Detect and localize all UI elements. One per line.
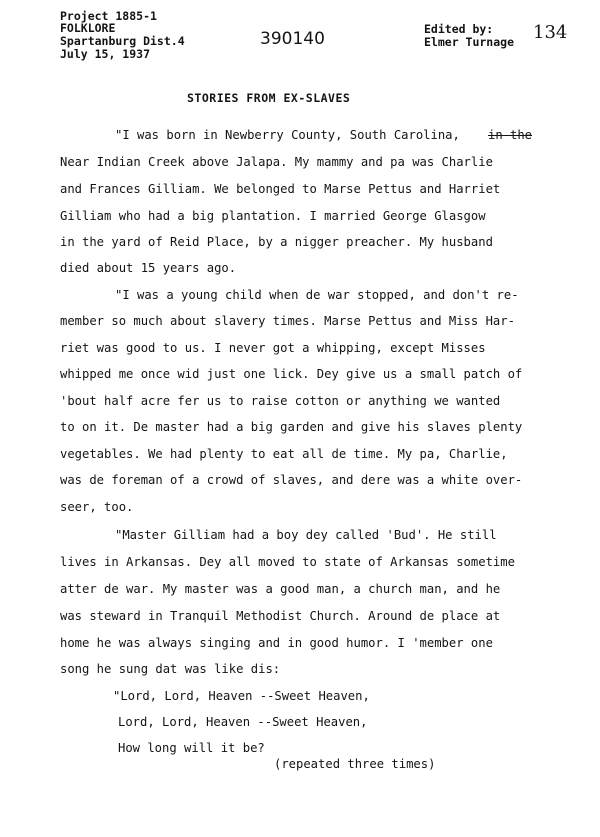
editor-name: Elmer Turnage xyxy=(424,35,515,49)
text-line: Near Indian Creek above Jalapa. My mammy and pa was Charlie xyxy=(60,155,493,169)
page-number: 134 xyxy=(533,22,568,43)
text-line: "Master Gilliam had a boy dey called 'Bud'. He still xyxy=(115,528,497,542)
text-line: died about 15 years ago. xyxy=(60,261,237,275)
edited-by-label: Edited by: xyxy=(424,22,494,36)
text-line: Gilliam who had a big plantation. I married George Glasgow xyxy=(60,209,486,223)
song-line: Lord, Lord, Heaven --Sweet Heaven, xyxy=(118,715,368,729)
struck-text: in the xyxy=(488,128,533,142)
song-line: "Lord, Lord, Heaven --Sweet Heaven, xyxy=(113,689,370,703)
text-line: "I was a young child when de war stopped, and don't re- xyxy=(115,288,519,302)
page-title: STORIES FROM EX-SLAVES xyxy=(187,91,351,105)
text-line: home he was always singing and in good humor. I 'member one xyxy=(60,636,493,650)
text-line: vegetables. We had plenty to eat all de time. My pa, Charlie, xyxy=(60,447,508,461)
text-line: member so much about slavery times. Marse Pettus and Miss Har- xyxy=(60,314,515,328)
date-label: July 15, 1937 xyxy=(60,47,151,61)
text-line: and Frances Gilliam. We belonged to Marse Pettus and Harriet xyxy=(60,182,501,196)
text-line: seer, too. xyxy=(60,500,134,514)
district-label: Spartanburg Dist.4 xyxy=(60,34,185,48)
text-line: whipped me once wid just one lick. Dey give us a small patch of xyxy=(60,367,523,381)
text-line: "I was born in Newberry County, South Carolina, xyxy=(115,128,460,142)
song-line: How long will it be? xyxy=(118,741,265,755)
text-line: lives in Arkansas. Dey all moved to state of Arkansas sometime xyxy=(60,555,515,569)
text-line: in the yard of Reid Place, by a nigger preacher. My husband xyxy=(60,235,493,249)
text-line: atter de war. My master was a good man, a church man, and he xyxy=(60,582,501,596)
text-line: to on it. De master had a big garden and give his slaves plenty xyxy=(60,420,523,434)
text-line: was de foreman of a crowd of slaves, and dere was a white over- xyxy=(60,473,523,487)
text-line: 'bout half acre fer us to raise cotton or anything we wanted xyxy=(60,394,501,408)
folklore-label: FOLKLORE xyxy=(60,21,116,35)
project-label: Project 1885-1 xyxy=(60,9,157,23)
text-line: riet was good to us. I never got a whipping, except Misses xyxy=(60,341,486,355)
song-note: (repeated three times) xyxy=(274,757,436,771)
text-line: song he sung dat was like dis: xyxy=(60,662,281,676)
document-number: 390140 xyxy=(260,29,325,49)
text-line: was steward in Tranquil Methodist Church. Around de place at xyxy=(60,609,501,623)
